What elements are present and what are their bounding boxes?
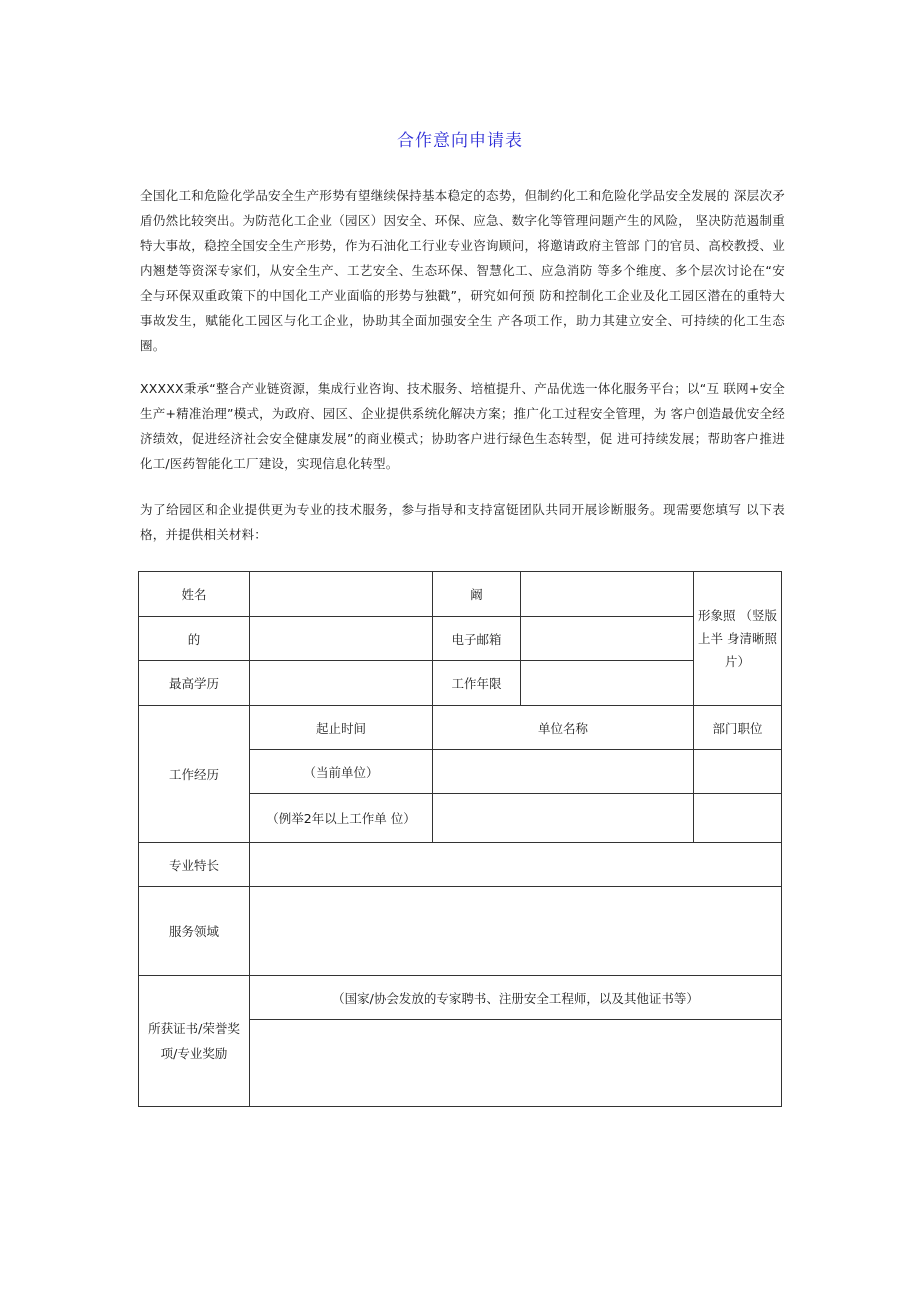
cert-field[interactable] [250, 1020, 782, 1107]
email-field[interactable] [521, 617, 694, 661]
work-years-field[interactable] [521, 661, 694, 706]
previous-company-name-field[interactable] [433, 794, 694, 843]
service-label: 服务领域 [139, 887, 250, 976]
service-field[interactable] [250, 887, 782, 976]
form-row-cert-hint [139, 976, 782, 1020]
expertise-label: 专业特长 [139, 843, 250, 887]
form-row-work-header [139, 706, 782, 750]
form-row-name [139, 572, 782, 617]
intro-paragraph-3: 为了给园区和企业提供更为专业的技术服务，参与指导和支持富铤团队共同开展诊断服务。现需要您填写 以下表格，并提供相关材料： [140, 502, 785, 542]
name-field[interactable] [250, 572, 433, 617]
field2-label: 阚 [433, 572, 521, 617]
field2-field[interactable] [521, 572, 694, 617]
current-company-name-field[interactable] [433, 750, 694, 794]
position-header: 部门职位 [694, 706, 782, 750]
form-row-education [139, 661, 782, 706]
expertise-field[interactable] [250, 843, 782, 887]
previous-position-field[interactable] [694, 794, 782, 843]
form-row-email [139, 617, 782, 661]
intro-paragraph-1: 全国化工和危险化学品安全生产形势有望继续保持基本稳定的态势，但制约化工和危险化学品安全发展的 深层次矛盾仍然比较突出。为防范化工企业（园区）因安全、环保、应急、数字化等管理问题产生的风险， 坚决防范遏制重特大事故，稳控全国安全生产形势，作为石油化工行业专业咨询顾问，将邀请政府主管部 门的官员、高校教授、业内翘楚等资深专家们，从安全生产、工艺安全、生态环保、智慧化工、应急消防 等多个维度、多个层次讨论在“安全与环保双重政策下的中国化工产业面临的形势与独戳”，研究如何预 防和控制化工企业及化工园区潜在的重特大事故发生，赋能化工园区与化工企业，协助其全面加强安全生 产各项工作，助力其建立安全、可持续的化工生态圈。 [140, 188, 785, 353]
current-company-period[interactable]: （当前单位） [250, 750, 433, 794]
cert-hint: （国家/协会发放的专家聘书、注册安全工程师，以及其他证书等） [250, 976, 782, 1020]
education-field[interactable] [250, 661, 433, 706]
field3-field[interactable] [250, 617, 433, 661]
name-label: 姓名 [139, 572, 250, 617]
company-header: 单位名称 [433, 706, 694, 750]
education-label: 最高学历 [139, 661, 250, 706]
field3-label: 的 [139, 617, 250, 661]
form-row-service [139, 887, 782, 976]
form-row-expertise [139, 843, 782, 887]
photo-field[interactable]: 形象照 （竖版上半 身清晰照片） [694, 572, 782, 706]
current-position-field[interactable] [694, 750, 782, 794]
intro-paragraph-2: XXXXX秉承“整合产业链资源，集成行业咨询、技术服务、培植提升、产品优选一体化服务平台；以“互 联网+安全生产+精准治理”模式，为政府、园区、企业提供系统化解决方案；推广化工过程安全管理，为 客户创造最优安全经济绩效，促进经济社会安全健康发展”的商业模式；协助客户进行绿色生态转型，促 进可持续发展；帮助客户推进化工/医药智能化工厂建设，实现信息化转型。 [140, 381, 785, 471]
work-history-label: 工作经历 [139, 706, 250, 843]
previous-company-period[interactable]: （例举2年以上工作单 位） [250, 794, 433, 843]
period-header: 起止时间 [250, 706, 433, 750]
document-title: 合作意向申请表 [397, 131, 523, 151]
email-label: 电子邮箱 [433, 617, 521, 661]
work-years-label: 工作年限 [433, 661, 521, 706]
application-form-table [138, 571, 782, 1107]
cert-label: 所获证书/荣誉奖项/专业奖励 [139, 976, 250, 1107]
